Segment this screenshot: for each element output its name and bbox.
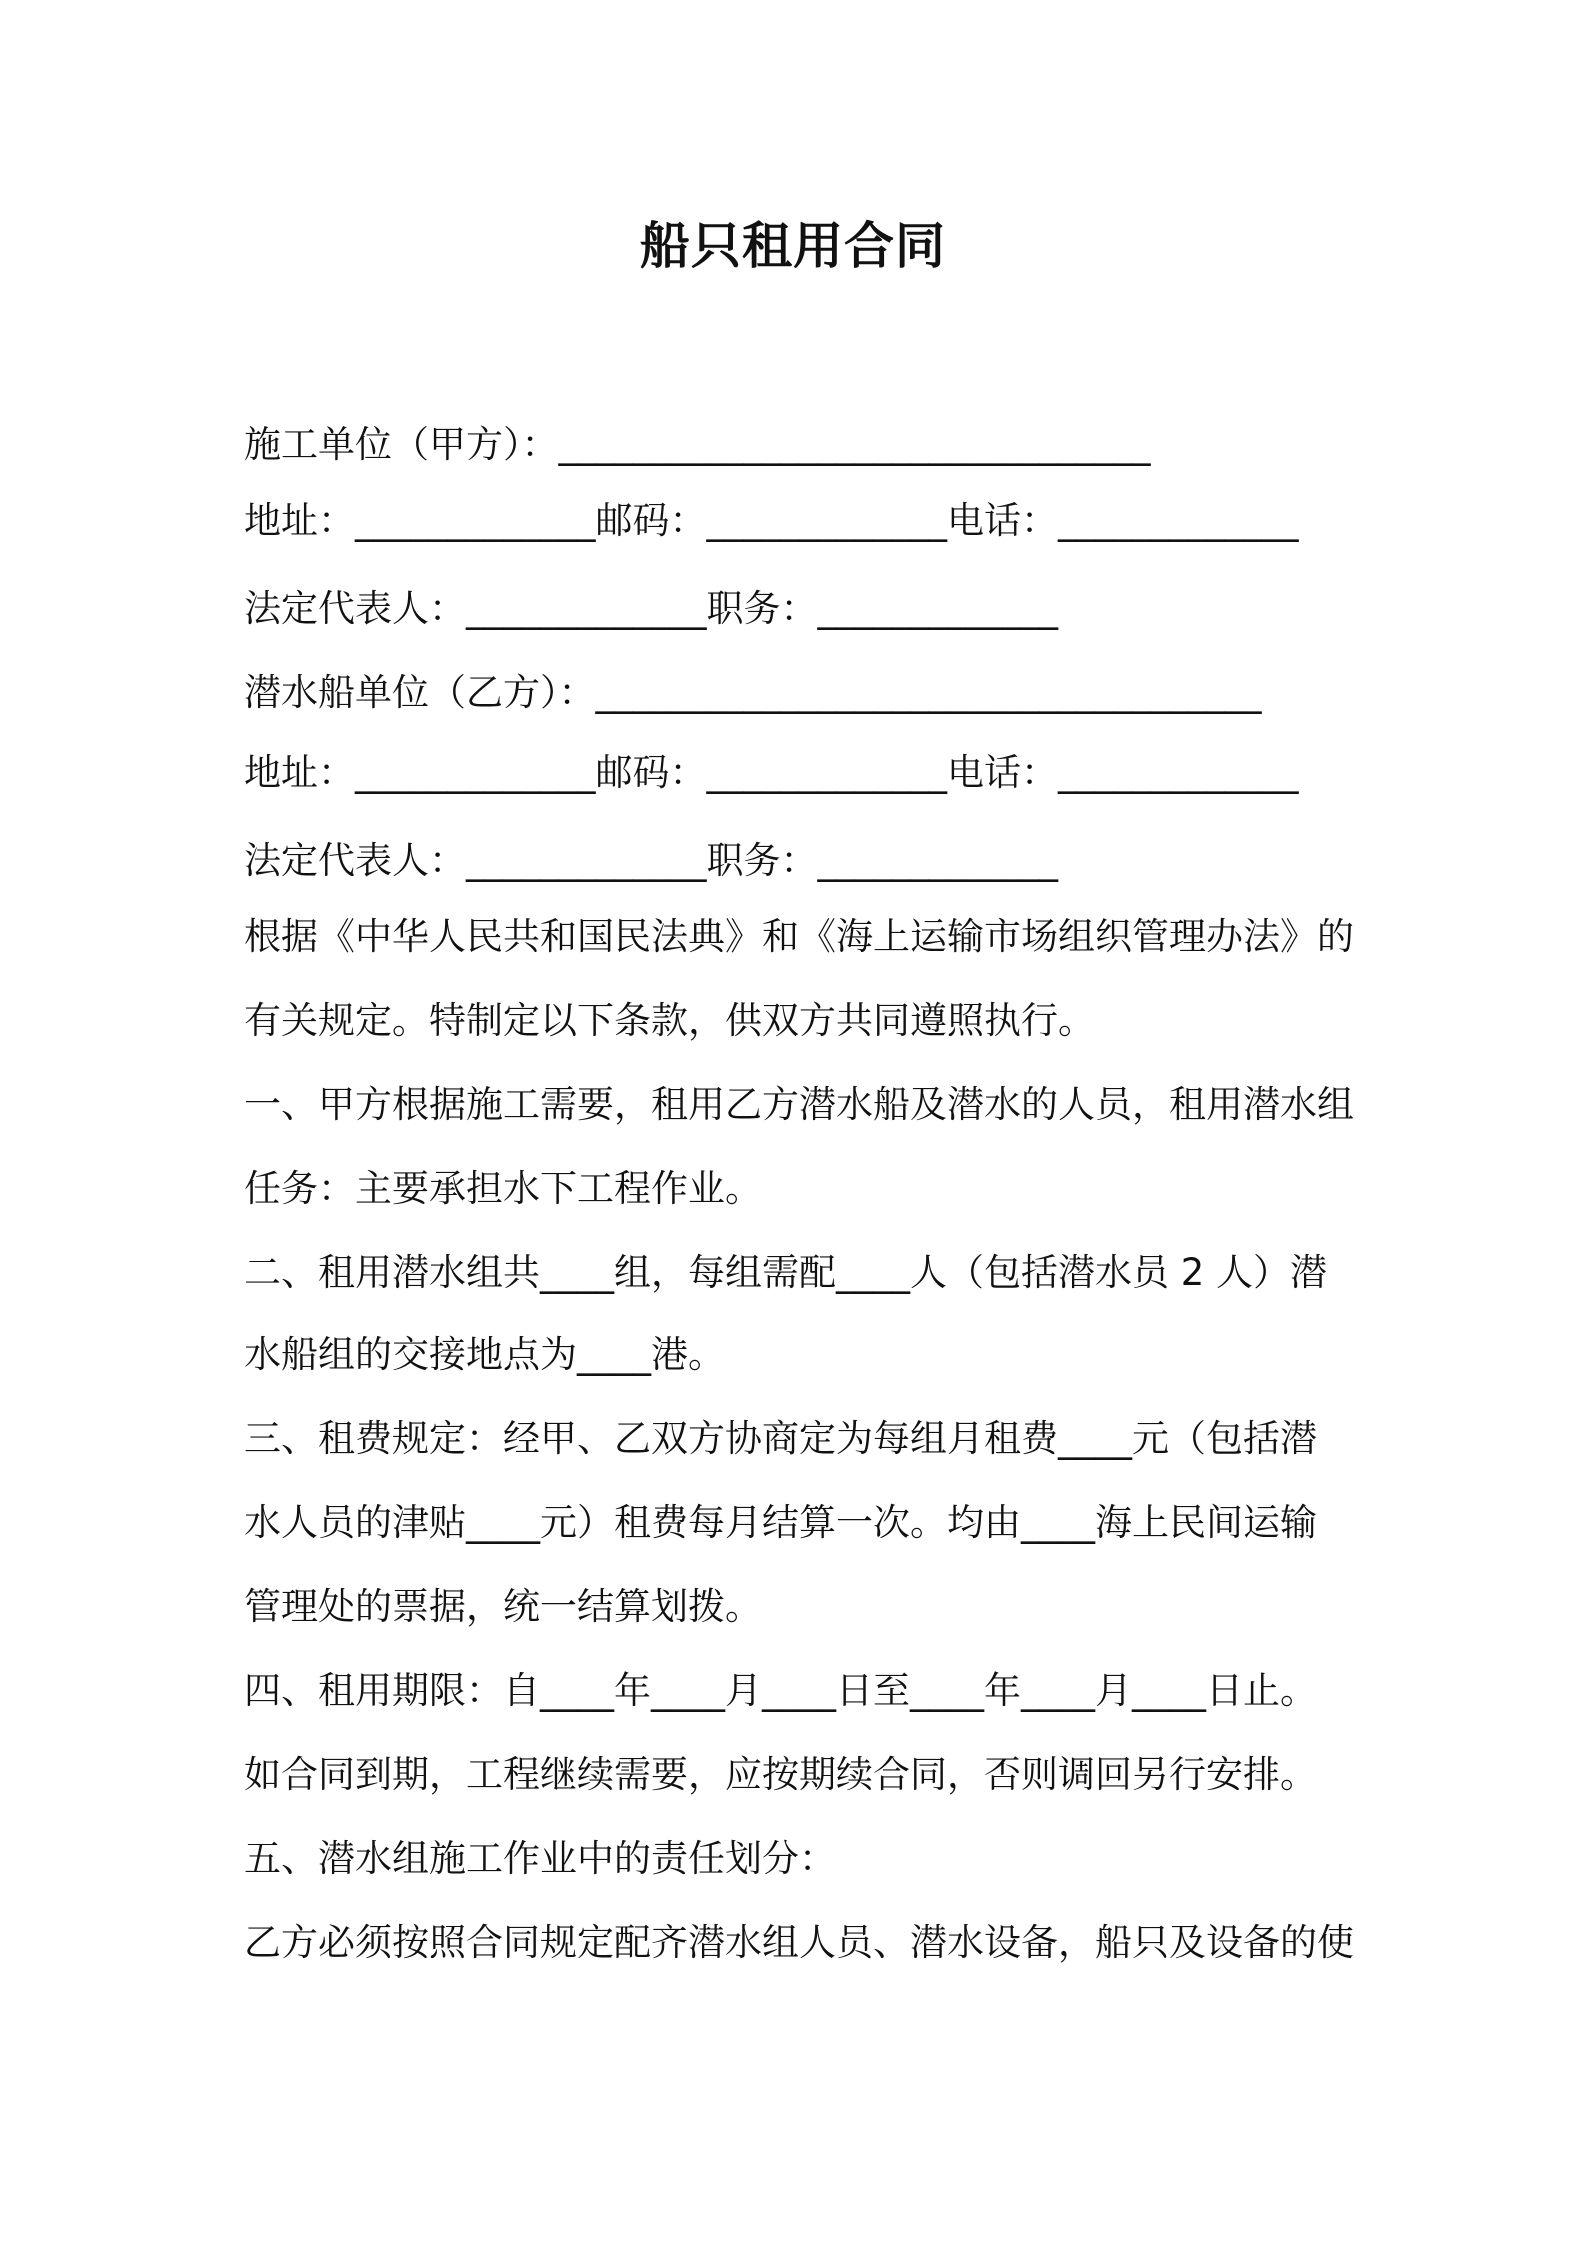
preamble-line-1: 根据《中华人民共和国民法典》和《海上运输市场组织管理办法》的 xyxy=(244,915,1354,958)
clause-4-line-1: 四、租用期限：自____年____月____日至____年____月____日止。 xyxy=(244,1669,1317,1712)
clause-3-line-2: 水人员的津贴____元）租费每月结算一次。均由____海上民间运输 xyxy=(244,1501,1317,1544)
clause-1-line-2: 任务：主要承担水下工程作业。 xyxy=(244,1167,762,1210)
clause-2-line-2: 水船组的交接地点为____港。 xyxy=(244,1333,725,1376)
clause-5-line-1: 乙方必须按照合同规定配齐潜水组人员、潜水设备，船只及设备的使 xyxy=(244,1921,1354,1964)
clause-5-heading: 五、潜水组施工作业中的责任划分： xyxy=(244,1837,836,1880)
clause-2-line-1: 二、租用潜水组共____组，每组需配____人（包括潜水员 2 人）潜 xyxy=(244,1251,1328,1294)
party-a-unit-line: 施工单位（甲方）：________________________________ xyxy=(244,423,1151,466)
party-a-address-line: 地址：_____________邮码：_____________电话：_____________ xyxy=(244,499,1299,542)
clause-3-line-3: 管理处的票据，统一结算划拨。 xyxy=(244,1585,762,1628)
preamble-line-2: 有关规定。特制定以下条款，供双方共同遵照执行。 xyxy=(244,999,1095,1042)
clause-4-line-2: 如合同到期，工程继续需要，应按期续合同，否则调回另行安排。 xyxy=(244,1753,1317,1796)
clause-1-line-1: 一、甲方根据施工需要，租用乙方潜水船及潜水的人员，租用潜水组 xyxy=(244,1083,1354,1126)
party-b-representative-line: 法定代表人：_____________职务：_____________ xyxy=(244,839,1058,882)
party-a-representative-line: 法定代表人：_____________职务：_____________ xyxy=(244,587,1058,630)
party-b-unit-line: 潜水船单位（乙方）：____________________________________ xyxy=(244,671,1262,714)
clause-3-line-1: 三、租费规定：经甲、乙双方协商定为每组月租费____元（包括潜 xyxy=(244,1417,1317,1460)
party-b-address-line: 地址：_____________邮码：_____________电话：_____________ xyxy=(244,751,1299,794)
document-title: 船只租用合同 xyxy=(640,217,946,275)
